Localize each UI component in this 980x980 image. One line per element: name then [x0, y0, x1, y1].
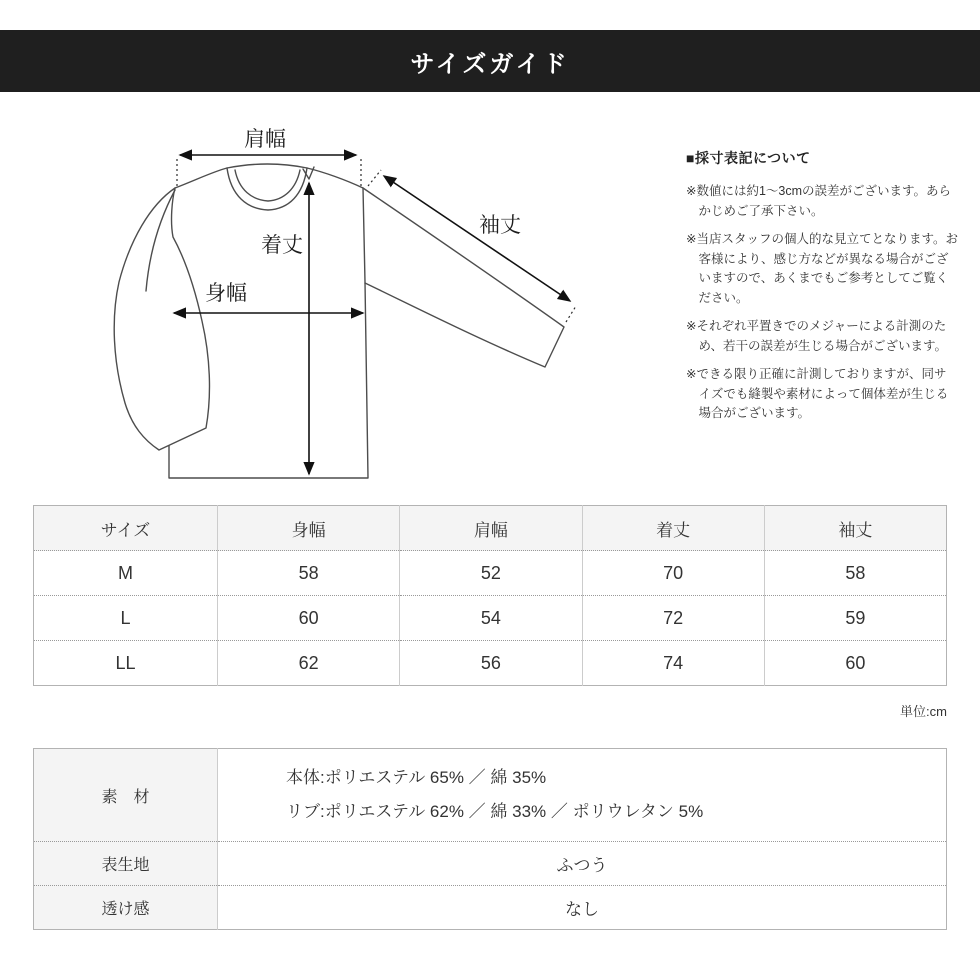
table-row [34, 641, 947, 686]
value-cell: 60 [764, 641, 946, 686]
table-row [34, 596, 947, 641]
spec-value-fabric: ふつう [218, 842, 947, 886]
size-table-header-row [34, 506, 947, 551]
spec-value-material [218, 749, 947, 842]
size-table-header-length: 着丈 [582, 506, 764, 551]
size-cell: LL [34, 641, 218, 686]
value-cell: 72 [582, 596, 764, 641]
size-cell: M [34, 551, 218, 596]
measurement-notes [686, 148, 958, 433]
table-row [34, 842, 947, 886]
size-table-header-size: サイズ [34, 506, 218, 551]
note-item: ※それぞれ平置きでのメジャーによる計測のため、若干の誤差が生じる場合がございます。 [686, 319, 948, 353]
size-table-header-sleeve: 袖丈 [764, 506, 946, 551]
value-cell: 56 [400, 641, 582, 686]
value-cell: 52 [400, 551, 582, 596]
table-row [34, 551, 947, 596]
spec-material-line: 本体:ポリエステル 65% ／ 綿 35% [286, 768, 547, 787]
spec-value-sheer: なし [218, 886, 947, 930]
spec-table [33, 748, 947, 930]
value-cell: 70 [582, 551, 764, 596]
page-title-banner [0, 30, 980, 92]
sleeve-length-arrow [384, 176, 570, 301]
value-cell: 58 [218, 551, 400, 596]
guide-sleeve-end [566, 306, 576, 322]
spec-material-line: リブ:ポリエステル 62% ／ 綿 33% ／ ポリウレタン 5% [286, 802, 704, 821]
sleeve-length-label: 袖丈 [479, 214, 521, 237]
value-cell: 54 [400, 596, 582, 641]
value-cell: 62 [218, 641, 400, 686]
page-title: サイズガイド [410, 50, 570, 78]
body-width-label: 身幅 [205, 282, 247, 305]
value-cell: 59 [764, 596, 946, 641]
note-item: ※数値には約1〜3cmの誤差がございます。あらかじめご了承下さい。 [686, 184, 952, 218]
size-table-header-body-width: 身幅 [218, 506, 400, 551]
value-cell: 74 [582, 641, 764, 686]
table-row [34, 886, 947, 930]
spec-label-fabric: 表生地 [34, 842, 218, 886]
size-table [33, 505, 947, 686]
note-item: ※当店スタッフの個人的な見立てとなります。お客様により、感じ方などが異なる場合がございますので、あくまでもご参考としてご覧ください。 [686, 232, 958, 305]
shoulder-width-label: 肩幅 [244, 128, 286, 151]
size-cell: L [34, 596, 218, 641]
notes-title: ■採寸表記について [686, 150, 811, 166]
spec-label-sheer: 透け感 [34, 886, 218, 930]
value-cell: 58 [764, 551, 946, 596]
size-table-header-shoulder: 肩幅 [400, 506, 582, 551]
value-cell: 60 [218, 596, 400, 641]
unit-label: 単位:cm [900, 704, 947, 719]
shirt-measurement-diagram [60, 100, 680, 500]
guide-sleeve-start [368, 170, 381, 186]
garment-length-label: 着丈 [261, 234, 303, 257]
note-item: ※できる限り正確に計測しておりますが、同サイズでも縫製や素材によって個体差が生じる場合がございます。 [686, 367, 949, 420]
table-row [34, 749, 947, 842]
spec-label-material: 素 材 [34, 749, 218, 842]
